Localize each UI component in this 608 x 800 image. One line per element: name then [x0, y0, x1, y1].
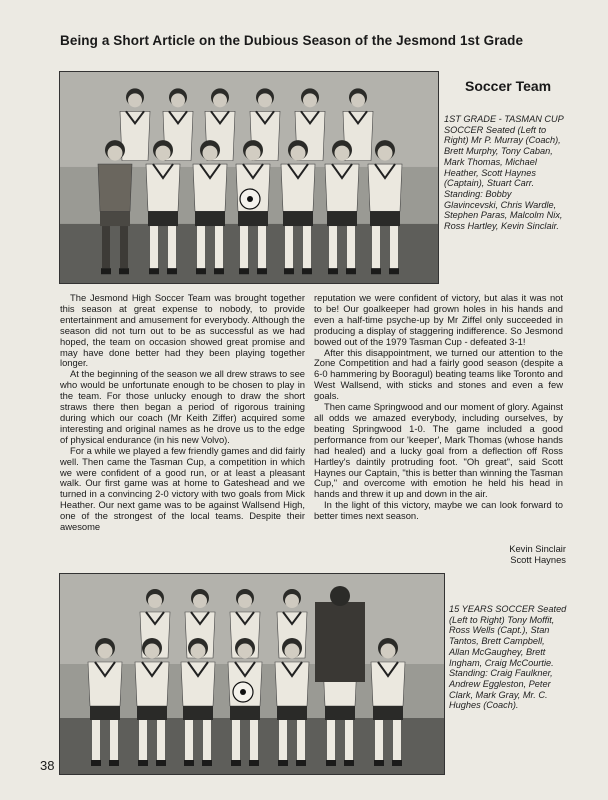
author-name: Kevin Sinclair [509, 543, 566, 554]
article-title: Being a Short Article on the Dubious Season of the Jesmond 1st Grade [60, 33, 524, 48]
paragraph: Then came Springwood and our moment of glory. Against all odds we amazed everybody, including ourselves, by beating Springwood 1-0. The game included a good performance from our 'keeper', Mark Thomas (whose hands had healed) and a lucky goal from a deflection off Ross Hartley's daintily protruding foot. "Oh great", said Scott Haynes our Captain, "this is better than winning the Tasman Cup," and overcome with emotion he held his head in hands and threw it up and down in the air. [314, 401, 563, 500]
paragraph: After this disappointment, we turned our attention to the Zone Competition and had a fairly good season (despite a 6-0 hammering by Booragul) beating teams like Toronto and West Wallsend, with sticks and stones and even a few goals. [314, 346, 563, 402]
article-column-left [60, 293, 305, 533]
paragraph: reputation we were confident of victory, but alas it was not to be! Our goalkeeper had grown holes in his hands and even a half-time psyche-up by Mr Ziffel only succeeded in producing a display of staggering indifference. So Jesmond bowed out of the 1979 Tasman Cup - defeated 3-1! [314, 292, 563, 347]
author-name: Scott Haynes [510, 554, 566, 565]
page-number: 38 [40, 758, 55, 773]
caption-first-grade: 1ST GRADE - TASMAN CUP SOCCER Seated (Left to Right) Mr P. Murray (Coach), Brett Murphy, Tony Caban, Mark Thomas, Michael Heather, Scott Haynes (Captain), Stuart Carr. Standing: Bobby Glavincevski, Chris Wardle, Stephen Paras, Malcolm Nix, Ross Hartley, Kevin Sinclair. [444, 114, 564, 232]
team-photo-first-grade [59, 71, 439, 284]
paragraph: In the light of this victory, maybe we can look forward to better times next season. [314, 499, 563, 522]
paragraph: For a while we played a few friendly games and did fairly well. Then came the Tasman Cup, a competition in which we were confident of a good run, or at least a pleasant walk. Our first game was at home to Gateshead and we turned in a convincing 2-0 victory with two goals from Mick Heather. Our next game was to be against Wallsend High, one of the strongest of the local teams. Despite their awesome [60, 444, 306, 533]
article-subtitle: Soccer Team [465, 78, 552, 94]
caption-15-years: 15 YEARS SOCCER Seated (Left to Right) Tony Moffit, Ross Wells (Capt.), Stan Tantos, Brett Campbell, Allan McGaughey, Brett Ingham, Craig McCourtie. Standing: Craig Faulkner, Andrew Eggleston, Peter Clark, Mark Gray, Mr. C. Hughes (Coach). [449, 604, 567, 711]
team-photo-15-years [59, 573, 445, 775]
paragraph: The Jesmond High Soccer Team was brought together this season at great expense to nobody, to provide entertainment and amusement for everybody. Although the season did not turn out to be as successful as we had hoped, the team on occasion showed great promise and may have done better had they been playing together longer. [60, 292, 305, 369]
paragraph: At the beginning of the season we all drew straws to see who would be unfortunate enough to be chosen to play in the team. For those unlucky enough to draw the short straws there then began a period of rigorous training during which our coach (Mr Keith Ziffer) acquired some interesting and original names as he drove us to the edge of physical endurance (in his new Volvo). [60, 368, 305, 445]
article-column-right [314, 293, 563, 522]
